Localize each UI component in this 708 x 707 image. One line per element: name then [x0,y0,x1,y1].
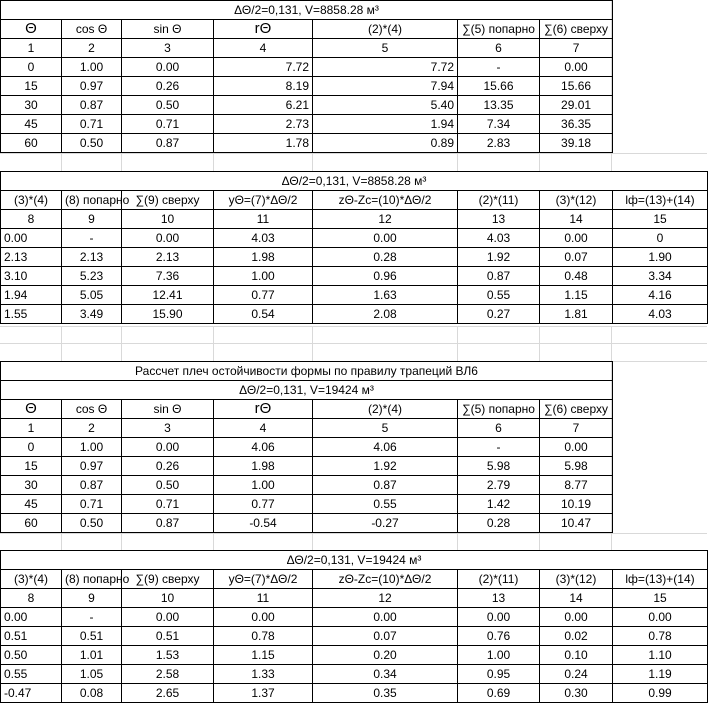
table-cell: 1.55 [1,305,62,324]
table-cell: 1.05 [62,665,122,684]
column-header: ∑(9) сверху [122,570,214,589]
table-cell: 3.49 [62,305,122,324]
table-cell: 45 [1,495,62,514]
table-cell: 1.94 [313,115,458,134]
column-header: yΘ=(7)*ΔΘ/2 [214,191,313,210]
table-cell: 2.73 [214,115,313,134]
table-cell: - [62,608,122,627]
column-number: 6 [458,39,540,58]
table-row [1,115,613,134]
table-cell: 0.71 [62,495,122,514]
column-header: (3)*(12) [540,570,613,589]
table-row [1,248,708,267]
table-cell: 1.98 [214,248,313,267]
table-cell: 0.71 [122,115,214,134]
table-cell: 2.58 [122,665,214,684]
table-cell: 4.03 [613,305,708,324]
table-cell: -0.47 [1,684,62,703]
column-number: 2 [62,39,122,58]
table-cell: 0.00 [613,608,708,627]
table-cell: 5.98 [458,457,540,476]
column-number: 3 [122,419,214,438]
table-cell: 1.42 [458,495,540,514]
table-cell: 1.15 [214,646,313,665]
table-cell: 8.77 [540,476,613,495]
table-cell: 4.06 [313,438,458,457]
table-cell: 60 [1,134,62,153]
table-cell: 5.23 [62,267,122,286]
table-row [1,646,708,665]
table-cell: 0.95 [458,665,540,684]
table-cell: 0.26 [122,77,214,96]
table-cell: 0.00 [540,58,613,77]
column-number: 11 [214,589,313,608]
column-header: (2)*(11) [458,191,540,210]
column-header: (3)*(12) [540,191,613,210]
table-row [1,305,708,324]
table-cell: 7.72 [313,58,458,77]
table-cell: 29.01 [540,96,613,115]
column-number: 9 [62,589,122,608]
table-cell: 15.66 [458,77,540,96]
table-cell: 0.00 [313,229,458,248]
column-number: 2 [62,419,122,438]
column-header: (8) попарно [62,191,122,210]
column-number: 14 [540,589,613,608]
table-row [1,286,708,305]
table-cell: 0 [1,58,62,77]
table-cell: 15 [1,77,62,96]
table-cell: 1.98 [214,457,313,476]
column-header: (2)*(4) [313,400,458,419]
column-number: 13 [458,589,540,608]
column-number: 8 [1,210,62,229]
table-cell: 0.50 [1,646,62,665]
column-number: 1 [1,419,62,438]
table-row [1,77,613,96]
table-cell: 6.21 [214,96,313,115]
table-cell: 4.06 [214,438,313,457]
column-header: (8) попарно [62,570,122,589]
table-cell: 0.00 [1,229,62,248]
table-cell: 36.35 [540,115,613,134]
table-cell: 0.00 [122,608,214,627]
table-cell: -0.27 [313,514,458,533]
table-4 [0,550,708,703]
column-header: sin Θ [122,400,214,419]
table-cell: 0.00 [540,608,613,627]
table-cell: 2.13 [1,248,62,267]
column-number: 15 [613,589,708,608]
table-cell: 0.07 [313,627,458,646]
table-cell: 0.00 [540,438,613,457]
table-cell: 0.27 [458,305,540,324]
table-cell: 0.89 [313,134,458,153]
table-cell: 0.87 [122,134,214,153]
column-header: sin Θ [122,20,214,39]
table-cell: 5.40 [313,96,458,115]
table-cell: 2.65 [122,684,214,703]
table-1 [0,0,613,153]
table-cell: 15 [1,457,62,476]
column-header: (3)*(4) [1,191,62,210]
table-cell: 0.87 [122,514,214,533]
table-cell: 0.48 [540,267,613,286]
table-cell: 7.34 [458,115,540,134]
table-cell: 1.90 [613,248,708,267]
column-number: 8 [1,589,62,608]
table-cell: 0.34 [313,665,458,684]
table-cell: 0.55 [313,495,458,514]
table-cell: 0.02 [540,627,613,646]
table-cell: 0.51 [1,627,62,646]
column-number: 10 [122,210,214,229]
table-cell: 1.00 [62,58,122,77]
table-row [1,495,613,514]
column-header: zΘ-Zc=(10)*ΔΘ/2 [313,191,458,210]
table-cell: 0.87 [62,476,122,495]
table-cell: 0.51 [122,627,214,646]
table-cell: 12.41 [122,286,214,305]
column-number: 11 [214,210,313,229]
table-cell: 0.50 [62,134,122,153]
table-row [1,627,708,646]
table-cell: 1.63 [313,286,458,305]
table-cell: 0.99 [613,684,708,703]
table-row [1,665,708,684]
table-cell: 1.37 [214,684,313,703]
table-cell: 0.07 [540,248,613,267]
table-cell: 1.53 [122,646,214,665]
table-title: ΔΘ/2=0,131, V=8858.28 м³ [1,172,708,191]
table-cell: - [458,58,540,77]
table-cell: - [62,229,122,248]
table-cell: 0.00 [122,229,214,248]
table-cell: 10.47 [540,514,613,533]
column-header: ∑(6) сверху [540,20,613,39]
column-header: ∑(5) попарно [458,400,540,419]
column-number: 12 [313,589,458,608]
column-header: ∑(6) сверху [540,400,613,419]
column-header: cos Θ [62,20,122,39]
table-cell: 1.00 [214,476,313,495]
table-row [1,476,613,495]
column-header: (3)*(4) [1,570,62,589]
table-cell: 45 [1,115,62,134]
table-cell: 1.15 [540,286,613,305]
table-cell: 0 [613,229,708,248]
table-cell: 4.03 [214,229,313,248]
table-cell: 0.96 [313,267,458,286]
table-cell: 5.05 [62,286,122,305]
table-cell: 3.34 [613,267,708,286]
table-cell: 1.00 [214,267,313,286]
table-cell: 0.55 [458,286,540,305]
table-cell: 0.87 [62,96,122,115]
table-cell: 4.16 [613,286,708,305]
table-cell: 2.08 [313,305,458,324]
table-cell: 0.00 [214,608,313,627]
table-cell: 1.92 [458,248,540,267]
table-cell: - [458,438,540,457]
table-cell: 15.90 [122,305,214,324]
table-cell: 0.00 [540,229,613,248]
table-cell: 0.50 [62,514,122,533]
table-cell: 5.98 [540,457,613,476]
table-cell: 1.01 [62,646,122,665]
table-row [1,267,708,286]
table-cell: 7.94 [313,77,458,96]
table-cell: 0.87 [313,476,458,495]
table-cell: 13.35 [458,96,540,115]
column-header: Θ [1,20,62,39]
table-cell: 0.55 [1,665,62,684]
table-cell: 0.00 [122,438,214,457]
column-number: 1 [1,39,62,58]
table-cell: 0.00 [313,608,458,627]
table-cell: 0.54 [214,305,313,324]
table-cell: 2.79 [458,476,540,495]
table-row [1,514,613,533]
table-cell: 0.78 [214,627,313,646]
column-number: 4 [214,419,313,438]
table-cell: 1.10 [613,646,708,665]
table-cell: 60 [1,514,62,533]
column-number: 10 [122,589,214,608]
table-cell: 1.19 [613,665,708,684]
table-title: ΔΘ/2=0,131, V=19424 м³ [1,551,708,570]
column-header: zΘ-Zc=(10)*ΔΘ/2 [313,570,458,589]
column-number: 15 [613,210,708,229]
table-row [1,438,613,457]
table-cell: 8.19 [214,77,313,96]
table-cell: 0.24 [540,665,613,684]
table-cell: 30 [1,96,62,115]
column-header: Θ [1,400,62,419]
column-number: 9 [62,210,122,229]
table-cell: 0.78 [613,627,708,646]
table-cell: 0.76 [458,627,540,646]
column-number: 6 [458,419,540,438]
table-cell: 1.81 [540,305,613,324]
column-number: 4 [214,39,313,58]
table-cell: 39.18 [540,134,613,153]
table-cell: 7.72 [214,58,313,77]
table-cell: 2.83 [458,134,540,153]
table-cell: 0.77 [214,286,313,305]
table-cell: 0.50 [122,476,214,495]
table-cell: 1.92 [313,457,458,476]
table-cell: 0.00 [458,608,540,627]
table-cell: 0.97 [62,457,122,476]
column-number: 5 [313,39,458,58]
column-header: ∑(9) сверху [122,191,214,210]
table-title: ΔΘ/2=0,131, V=8858.28 м³ [1,1,613,20]
table-cell: 30 [1,476,62,495]
table-cell: 7.36 [122,267,214,286]
table-cell: 1.33 [214,665,313,684]
table-row [1,96,613,115]
table-cell: 15.66 [540,77,613,96]
table-row [1,608,708,627]
column-header: ∑(5) попарно [458,20,540,39]
column-header: (2)*(11) [458,570,540,589]
column-number: 7 [540,419,613,438]
table-cell: 0.28 [313,248,458,267]
table-cell: 0.26 [122,457,214,476]
table-cell: 0.69 [458,684,540,703]
table-cell: 0.30 [540,684,613,703]
table-caption: Рассчет плеч остойчивости формы по правилу трапеций ВЛ6 [1,362,613,381]
table-row [1,229,708,248]
table-row [1,58,613,77]
table-cell: 0 [1,438,62,457]
table-cell: 0.00 [1,608,62,627]
column-header: yΘ=(7)*ΔΘ/2 [214,570,313,589]
table-cell: 1.00 [62,438,122,457]
column-number: 7 [540,39,613,58]
column-number: 14 [540,210,613,229]
table-cell: 1.78 [214,134,313,153]
column-header: rΘ [214,400,313,419]
table-cell: 0.35 [313,684,458,703]
table-cell: 0.97 [62,77,122,96]
table-cell: 0.71 [122,495,214,514]
column-header: rΘ [214,20,313,39]
table-cell: 10.19 [540,495,613,514]
table-cell: 0.50 [122,96,214,115]
column-number: 12 [313,210,458,229]
table-cell: 2.13 [122,248,214,267]
column-number: 13 [458,210,540,229]
column-header: cos Θ [62,400,122,419]
table-cell: 0.51 [62,627,122,646]
column-number: 3 [122,39,214,58]
table-row [1,684,708,703]
table-cell: -0.54 [214,514,313,533]
column-number: 5 [313,419,458,438]
table-cell: 0.00 [122,58,214,77]
table-row [1,134,613,153]
table-cell: 0.10 [540,646,613,665]
column-header: lф=(13)+(14) [613,191,708,210]
column-header: (2)*(4) [313,20,458,39]
table-cell: 3.10 [1,267,62,286]
table-cell: 0.28 [458,514,540,533]
table-3 [0,361,613,533]
table-cell: 0.08 [62,684,122,703]
table-cell: 0.77 [214,495,313,514]
table-cell: 0.20 [313,646,458,665]
table-row [1,457,613,476]
table-cell: 0.71 [62,115,122,134]
table-2 [0,171,708,324]
table-title: ΔΘ/2=0,131, V=19424 м³ [1,381,613,400]
table-cell: 1.94 [1,286,62,305]
table-cell: 1.00 [458,646,540,665]
table-cell: 4.03 [458,229,540,248]
column-header: lф=(13)+(14) [613,570,708,589]
table-cell: 2.13 [62,248,122,267]
table-cell: 0.87 [458,267,540,286]
